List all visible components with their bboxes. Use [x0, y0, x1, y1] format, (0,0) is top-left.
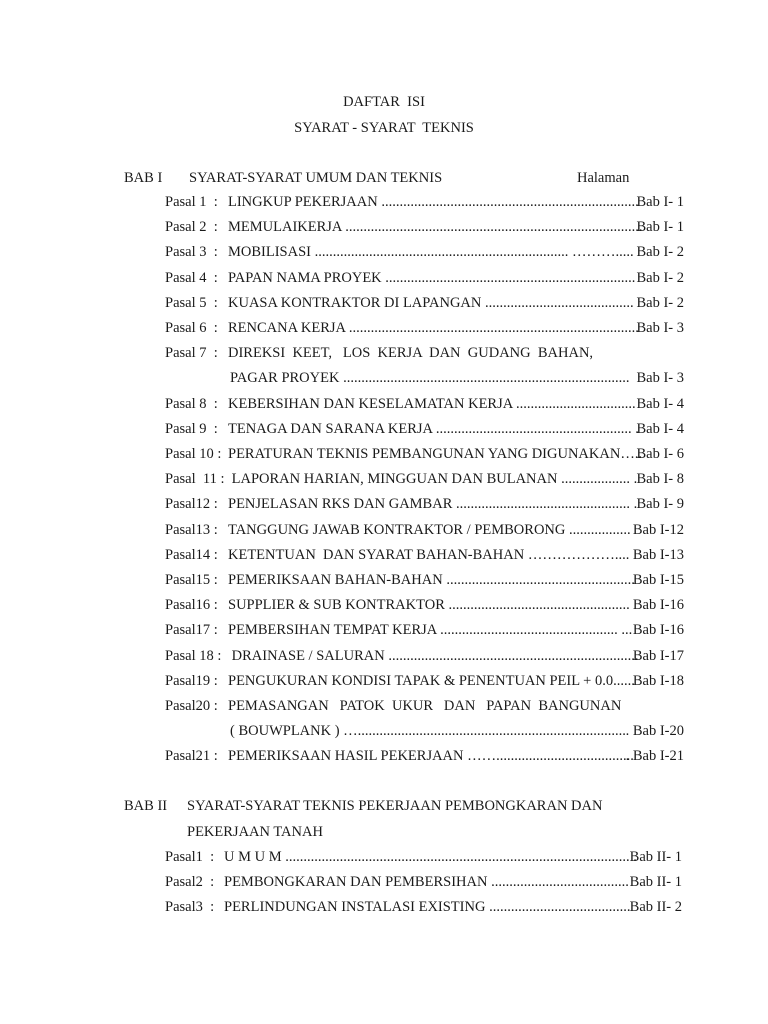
- toc-page-ref: Bab I-12: [632, 521, 684, 538]
- toc-entry-title: [228, 420, 639, 438]
- toc-entry-title: [228, 218, 643, 236]
- toc-entry-title: [228, 495, 638, 513]
- toc-page-ref: Bab I- 2: [636, 244, 684, 261]
- toc-title-text: KUASA KONTRAKTOR DI LAPANGAN: [228, 294, 482, 311]
- toc-pasal-number: Pasal13 :: [165, 521, 218, 538]
- toc-title-text: PAGAR PROYEK: [230, 370, 340, 387]
- toc-entry-title: [228, 596, 630, 614]
- toc-entry-title: [228, 672, 635, 690]
- toc-pasal-number: Pasal 6 :: [165, 320, 218, 336]
- toc-entry-title: [228, 319, 639, 337]
- toc-entry-title: [228, 243, 634, 261]
- toc-title-text: PERLINDUNGAN INSTALASI EXISTING: [224, 899, 486, 916]
- toc-title-text: PEMBONGKARAN DAN PEMBERSIHAN: [224, 874, 488, 891]
- toc-pasal-number: Pasal 4 :: [165, 269, 218, 286]
- toc-title-text: PEMERIKSAAN BAHAN-BAHAN: [228, 572, 443, 588]
- toc-page-ref: Bab I- 3: [636, 320, 684, 336]
- toc-entry-title: [228, 521, 631, 539]
- toc-page-ref: Bab I-16: [632, 597, 684, 614]
- toc-dot-leader: ..................................................................................: [341, 219, 643, 236]
- toc-page-ref: Bab I- 8: [636, 471, 684, 488]
- toc-page-ref: Bab I-15: [632, 572, 684, 588]
- toc-entry-title: [228, 470, 638, 488]
- toc-page-ref: Bab II- 1: [629, 849, 682, 865]
- toc-dot-leader: ......................................: [487, 874, 629, 891]
- toc-dot-leader: ………………....: [524, 546, 630, 563]
- toc-page-ref: Bab I- 9: [636, 496, 684, 513]
- toc-page-ref: Bab I- 6: [636, 446, 684, 462]
- toc-title-text: MEMULAIKERJA: [228, 219, 342, 236]
- toc-dot-leader: ................................................. ...: [436, 622, 633, 639]
- toc-dot-leader: .........................................: [481, 294, 634, 311]
- toc-pasal-number: Pasal1 :: [165, 849, 215, 865]
- toc-pasal-number: Pasal14 :: [165, 546, 218, 563]
- toc-dot-leader: .................................: [512, 395, 636, 412]
- toc-pasal-number: Pasal12 :: [165, 496, 218, 513]
- toc-title-text: MOBILISASI: [228, 244, 311, 261]
- toc-pasal-number: Pasal 9 :: [165, 420, 218, 437]
- toc-entry-title: [228, 193, 639, 211]
- document-subtitle: SYARAT - SYARAT TEKNIS: [294, 120, 474, 136]
- toc-title-text: PERATURAN TEKNIS PEMBANGUNAN YANG DIGUNAKAN…..: [228, 446, 643, 462]
- toc-dot-leader: ................... .: [557, 471, 638, 488]
- toc-title-text: ( BOUWPLANK ) …..........................................................................: [230, 723, 626, 740]
- toc-page-ref: Bab I-17: [632, 647, 684, 664]
- toc-entry-title: [228, 445, 643, 463]
- toc-dot-leader: ……......................................: [463, 748, 634, 765]
- toc-entry-title: [228, 294, 634, 312]
- toc-dot-leader: .......................................................................: [377, 194, 639, 210]
- toc-page-ref: Bab I- 4: [636, 420, 684, 437]
- toc-page-ref: . Bab I-20: [625, 723, 684, 740]
- toc-title-text: SUPPLIER & SUB KONTRAKTOR: [228, 597, 445, 614]
- toc-entry-title: [228, 747, 634, 765]
- toc-page-ref: Bab I- 2: [636, 269, 684, 286]
- toc-pasal-number: Pasal15 :: [165, 572, 218, 588]
- toc-pasal-number: Pasal2 :: [165, 874, 215, 891]
- toc-entry-title: [228, 571, 635, 589]
- toc-title-text: PEMBERSIHAN TEMPAT KERJA: [228, 622, 437, 639]
- toc-title-text: PENGUKURAN KONDISI TAPAK & PENENTUAN PEIL + 0.0......: [228, 672, 635, 689]
- bab-heading-continued: PEKERJAAN TANAH: [187, 824, 323, 840]
- toc-entry-title: [228, 269, 636, 287]
- toc-pasal-number: Pasal 11 :: [165, 471, 225, 488]
- toc-title-text: PENJELASAN RKS DAN GAMBAR: [228, 496, 453, 513]
- toc-title-text: RENCANA KERJA: [228, 320, 346, 336]
- document-title: DAFTAR ISI: [343, 94, 425, 110]
- toc-title-text: PAPAN NAMA PROYEK: [228, 269, 382, 286]
- toc-dot-leader: ...............................................................................: [339, 370, 630, 387]
- toc-entry-title: [228, 546, 630, 564]
- toc-entry-title: [228, 344, 593, 362]
- toc-entry-title: [230, 722, 626, 740]
- toc-pasal-number: Pasal 5 :: [165, 294, 218, 311]
- toc-entry-title: [224, 898, 631, 916]
- toc-title-text: LINGKUP PEKERJAAN: [228, 194, 378, 210]
- toc-title-text: DIREKSI KEET, LOS KERJA DAN GUDANG BAHAN,: [228, 345, 594, 362]
- toc-title-text: KEBERSIHAN DAN KESELAMATAN KERJA: [228, 395, 513, 412]
- toc-page-ref: Bab I- 3: [636, 370, 684, 387]
- toc-page-ref: Bab I-18: [632, 672, 684, 689]
- toc-entry-title: [224, 848, 637, 866]
- toc-pasal-number: Pasal 10 :: [165, 446, 222, 462]
- toc-page-ref: Bab I- 4: [636, 395, 684, 412]
- toc-dot-leader: ....................................................: [442, 572, 635, 588]
- bab-label: BAB I: [124, 170, 163, 186]
- bab-heading: SYARAT-SYARAT UMUM DAN TEKNIS: [189, 170, 443, 186]
- toc-pasal-number: Pasal21 :: [165, 748, 218, 765]
- toc-title-text: LAPORAN HARIAN, MINGGUAN DAN BULANAN: [228, 471, 558, 488]
- toc-entry-title: [228, 395, 636, 413]
- toc-entry-title: [228, 647, 639, 665]
- toc-entry-title: [228, 697, 621, 715]
- toc-title-text: PEMASANGAN PATOK UKUR DAN PAPAN BANGUNAN: [228, 698, 622, 714]
- toc-pasal-number: Pasal 7 :: [165, 345, 218, 362]
- toc-title-text: DRAINASE / SALURAN: [228, 647, 385, 664]
- toc-title-text: PEMERIKSAAN HASIL PEKERJAAN: [228, 748, 464, 765]
- toc-page-ref: Bab I- 1: [636, 194, 684, 210]
- toc-page-ref: Bab II- 2: [629, 899, 682, 916]
- toc-pasal-number: Pasal17 :: [165, 622, 218, 639]
- toc-title-text: U M U M: [224, 849, 282, 865]
- bab-label: BAB II: [124, 798, 168, 814]
- toc-pasal-number: Pasal 2 :: [165, 219, 218, 236]
- toc-dot-leader: ...................................................................... ……….....: [310, 244, 634, 261]
- halaman-label: Halaman: [577, 170, 630, 186]
- toc-page-ref: . Bab I-21: [625, 748, 684, 765]
- toc-pasal-number: Pasal 3 :: [165, 244, 218, 261]
- toc-pasal-number: Pasal3 :: [165, 899, 215, 916]
- toc-dot-leader: .................: [565, 521, 631, 538]
- toc-dot-leader: ............................................................................................... .: [281, 849, 637, 865]
- toc-pasal-number: Pasal20 :: [165, 698, 218, 714]
- toc-page-ref: Bab I-13: [632, 546, 684, 563]
- toc-pasal-number: Pasal 18 :: [165, 647, 222, 664]
- toc-page-ref: Bab II- 1: [629, 874, 682, 891]
- toc-dot-leader: ................................................ .: [452, 496, 638, 513]
- toc-title-text: KETENTUAN DAN SYARAT BAHAN-BAHAN: [228, 546, 525, 563]
- toc-page-ref: Bab I- 2: [636, 294, 684, 311]
- toc-pasal-number: Pasal 8 :: [165, 395, 218, 412]
- toc-page-ref: Bab I-16: [632, 622, 684, 639]
- toc-dot-leader: .......................................: [485, 899, 631, 916]
- toc-pasal-number: Pasal19 :: [165, 672, 218, 689]
- toc-entry-title: [224, 873, 629, 891]
- toc-pasal-number: Pasal 1 :: [165, 194, 218, 210]
- toc-title-text: TENAGA DAN SARANA KERJA: [228, 420, 433, 437]
- toc-dot-leader: .....................................................................: [384, 647, 639, 664]
- toc-pasal-number: Pasal16 :: [165, 597, 218, 614]
- toc-entry-title: [228, 621, 633, 639]
- toc-dot-leader: .....................................................................: [381, 269, 636, 286]
- bab-heading: SYARAT-SYARAT TEKNIS PEKERJAAN PEMBONGKARAN DAN: [187, 798, 603, 814]
- toc-dot-leader: ................................................................................: [345, 320, 639, 336]
- toc-entry-title: [230, 369, 630, 387]
- toc-dot-leader: ..................................................: [444, 597, 630, 614]
- toc-page-ref: Bab I- 1: [636, 219, 684, 236]
- toc-title-text: TANGGUNG JAWAB KONTRAKTOR / PEMBORONG: [228, 521, 566, 538]
- toc-dot-leader: ...................................................... .: [432, 420, 639, 437]
